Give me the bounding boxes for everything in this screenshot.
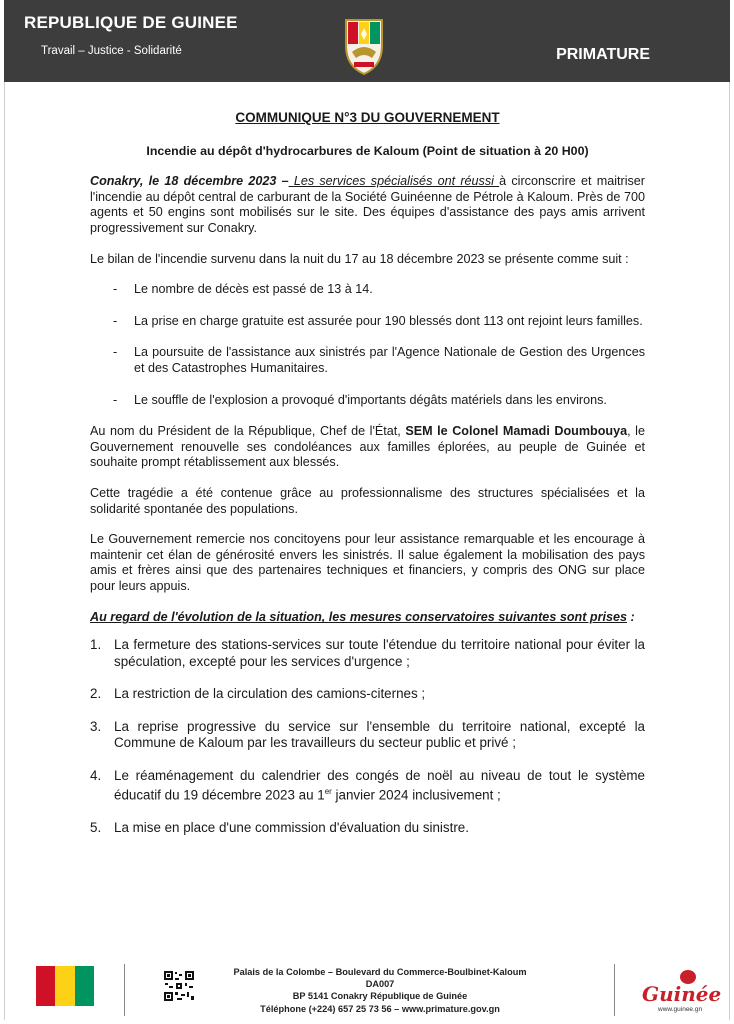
list-item xyxy=(90,314,645,330)
footer xyxy=(0,960,734,1024)
logo-url: www.guinee.gn xyxy=(658,1006,703,1013)
list-item-text: Le nombre de décès est passé de 13 à 14. xyxy=(134,282,373,297)
qr-code-icon xyxy=(163,970,195,1002)
bilan-intro: Le bilan de l'incendie survenu dans la nuit du 17 au 18 décembre 2023 se présente comme suit : xyxy=(90,251,629,266)
measure-number: 5. xyxy=(90,820,102,836)
list-item xyxy=(90,345,645,376)
list-dash: - xyxy=(113,282,118,297)
condolences-part2: , le Gouvernement renouvelle ses condoléances aux familles éplorées, au peuple de Guinée et souhaite prompt rétablissement aux blessés. xyxy=(90,424,645,470)
measures-intro xyxy=(90,609,645,625)
list-item-text: Le souffle de l'explosion a provoqué d'importants dégâts matériels dans les environs. xyxy=(134,392,607,407)
list-item xyxy=(90,393,645,409)
measure-text-before: Le réaménagement du calendrier des congés de noël au niveau de tout le système éducatif du 19 décembre 2023 au 1 xyxy=(114,767,645,803)
intro-italic-lead: Les services spécialisés ont réussi xyxy=(288,174,500,189)
guinee-logo xyxy=(640,970,722,1016)
measures-intro-underlined: Au regard de l'évolution de la situation, les mesures conservatoires suivantes sont prises xyxy=(90,610,628,625)
list-item xyxy=(90,282,645,298)
measure-number: 2. xyxy=(90,686,102,702)
header-bar xyxy=(4,0,730,82)
measure-text-after: janvier 2024 inclusivement ; xyxy=(331,787,501,803)
measure-item xyxy=(90,820,645,837)
contact-line: Téléphone (+224) 657 25 73 56 – www.primature.gov.gn xyxy=(260,1003,500,1014)
address-line: BP 5141 Conakry République de Guinée xyxy=(292,991,468,1002)
tragedy-paragraph: Cette tragédie a été contenue grâce au professionnalisme des structures spécialisées et la solidarité spontanée des populations. xyxy=(90,485,645,516)
communique-body xyxy=(90,110,645,853)
measure-item xyxy=(90,719,645,752)
list-dash: - xyxy=(113,392,118,407)
coat-of-arms-icon xyxy=(340,12,388,76)
measures-list xyxy=(90,637,645,836)
address-line: Palais de la Colombe – Boulevard du Commerce-Boulbinet-Kaloum DA007 xyxy=(233,967,527,990)
bilan-list xyxy=(90,282,645,408)
measure-text: La reprise progressive du service sur l'ensemble du territoire national, excepté la Commune de Kaloum par les travailleurs du secteur public et privé ; xyxy=(114,718,645,751)
measure-item xyxy=(90,637,645,670)
guinea-flag-icon xyxy=(36,966,94,1006)
list-item-text: La poursuite de l'assistance aux sinistrés par l'Agence Nationale de Gestion des Urgences et des Catastrophes Humanitaires. xyxy=(134,345,645,375)
flag-yellow-band xyxy=(55,966,74,1006)
communique-title: COMMUNIQUE N°3 DU GOUVERNEMENT xyxy=(235,110,500,125)
measure-text: La fermeture des stations-services sur toute l'étendue du territoire national pour éviter la spéculation, excepté pour les services d'urgence ; xyxy=(114,637,645,669)
condolences-part1: Au nom du Président de la République, Chef de l'État, xyxy=(90,424,406,439)
list-dash: - xyxy=(113,313,118,328)
footer-divider xyxy=(124,964,125,1016)
dateline: Conakry, le 18 décembre 2023 – xyxy=(90,174,289,189)
country-name: REPUBLIQUE DE GUINEE xyxy=(24,13,238,32)
footer-address xyxy=(225,966,535,1015)
list-dash: - xyxy=(113,345,118,360)
measure-number: 4. xyxy=(90,767,102,783)
president-name: SEM le Colonel Mamadi Doumbouya xyxy=(405,424,628,439)
logo-word: Guinée xyxy=(642,982,722,1006)
measure-text: La restriction de la circulation des camions-citernes ; xyxy=(114,686,426,702)
flag-red-band xyxy=(36,966,55,1006)
measure-number: 3. xyxy=(90,718,102,734)
communique-subtitle: Incendie au dépôt d'hydrocarbures de Kaloum (Point de situation à 20 H00) xyxy=(146,143,589,158)
measures-intro-tail: : xyxy=(627,610,635,625)
ordinal-superscript: er xyxy=(324,787,332,797)
measure-item xyxy=(90,768,645,804)
flag-green-band xyxy=(75,966,94,1006)
intro-rest: à circonscrire et maitriser l'incendie au dépôt central de carburant de la Société Guinéenne de Pétrole à Kaloum. Près de 700 agents et 50 engins sont mobilisés sur le site. Des équipes d'assistance des pays amis arrivent progressivement sur Conakry. xyxy=(90,174,645,235)
measure-number: 1. xyxy=(90,637,102,653)
condolences-paragraph xyxy=(90,424,645,471)
measure-text: La mise en place d'une commission d'évaluation du sinistre. xyxy=(114,820,469,836)
thanks-paragraph: Le Gouvernement remercie nos concitoyens pour leur assistance remarquable et les encourage à maintenir cet élan de générosité envers les sinistrés. Il salue également la mobilisation des pays amis et frères ainsi que des partenaires techniques et financiers, y compris des ONG sur place pour leurs appuis. xyxy=(90,532,645,593)
list-item-text: La prise en charge gratuite est assurée pour 190 blessés dont 113 ont rejoint leurs familles. xyxy=(134,313,643,328)
footer-divider xyxy=(614,964,615,1016)
measure-item xyxy=(90,686,645,703)
office-name: PRIMATURE xyxy=(556,46,650,63)
national-motto: Travail – Justice - Solidarité xyxy=(41,45,182,57)
intro-paragraph xyxy=(90,174,645,236)
